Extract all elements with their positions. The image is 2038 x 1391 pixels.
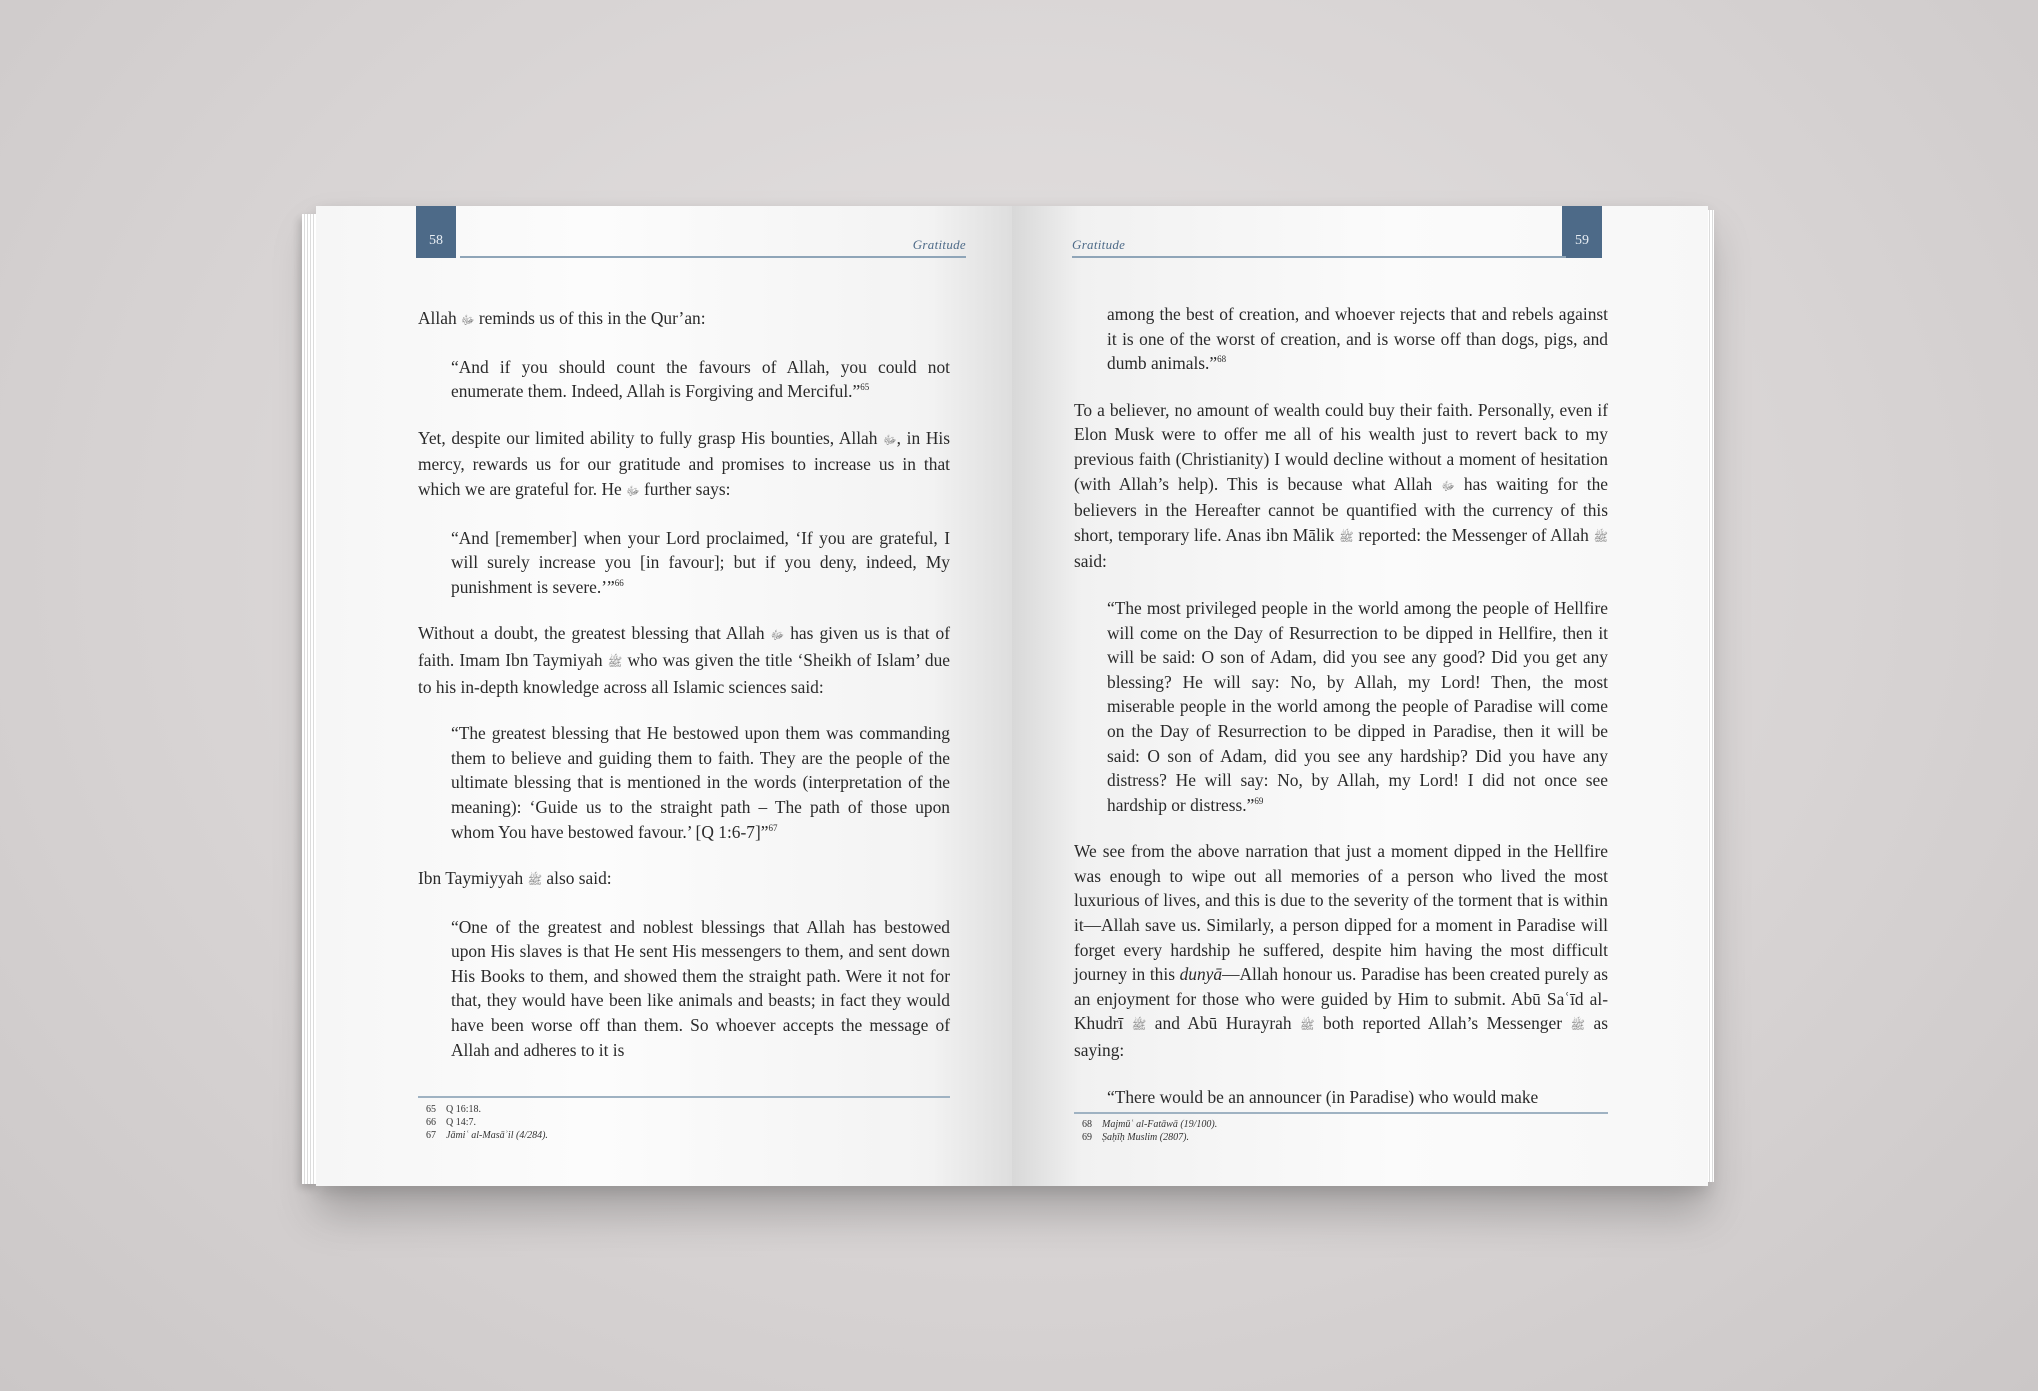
footnote-ref: 69 <box>1254 795 1264 806</box>
right-page <box>1012 206 1708 1186</box>
footnote: 68 Majmūʿ al-Fatāwā (19/100). <box>1082 1119 1218 1130</box>
running-header: Gratitude <box>912 237 966 252</box>
paragraph: Yet, despite our limited ability to fully grasp His bounties, Allah ﷻ, in His mercy, rewards us for our gratitude and promises to increase us in that which we are grateful for. He ﷻ further says: <box>418 427 950 499</box>
running-header: Gratitude <box>1072 237 1126 252</box>
left-page <box>316 206 1012 1186</box>
footnote-rule <box>418 1096 950 1098</box>
honorific-glyph: ﷻ <box>460 313 475 327</box>
footnote: 65 Q 16:18. <box>426 1104 481 1115</box>
footnote: 67 Jāmiʿ al-Masāʾil (4/284). <box>426 1130 548 1141</box>
paragraph: We see from the above narration that just a moment dipped in the Hellfire was enough to wipe out all memories of a person who lived the most luxurious of lives, and this is due to the severity of the torment that is within it—Allah save us. Similarly, a person dipped for a moment in Paradise will forget every hardship he suffered, despite him having the most difficult journey in this dunyā—Allah honour us. Paradise has been created purely as an enjoyment for those who were guided by Him to submit. Abū Saʿīd al-Khudrī ﷺ and Abū Hurayrah ﷺ both reported Allah’s Messenger ﷺ as saying: <box>1074 841 1609 1061</box>
page-number: 59 <box>1575 233 1589 248</box>
footnotes <box>1082 1118 1217 1144</box>
paragraph: To a believer, no amount of wealth could buy their faith. Personally, even if Elon Musk were to offer me all of his wealth just to revert back to my previous faith (Christianity) I would decline without a moment of hesitation (with Allah’s help). This is because what Allah ﷻ has waiting for the believers in the Hereafter cannot be quantified with the currency of this short, temporary life. Anas ibn Mālik ﷺ reported: the Messenger of Allah ﷺ said: <box>1074 399 1608 572</box>
quote-block: “There would be an announcer (in Paradise) who would make <box>1107 1086 1539 1107</box>
honorific-glyph: ﷺ <box>1300 1018 1315 1033</box>
paragraph: Ibn Taymiyyah ﷺ also said: <box>418 868 612 889</box>
footnote: 66 Q 14:7. <box>426 1117 476 1128</box>
footnote-ref: 66 <box>614 577 624 588</box>
page-body <box>418 306 950 1084</box>
honorific-glyph: ﷻ <box>770 628 785 643</box>
page-number-tab <box>416 206 456 258</box>
quote-block: “The greatest blessing that He bestowed upon them was commanding them to believe and guiding them to faith. They are the people of the ultimate blessing that is mentioned in the words (interpretation of the meaning): ‘Guide us to the straight path – The path of those upon whom You have bestowed favour.’ [Q 1:6-7]”$^{67}$ <box>451 723 950 842</box>
honorific-glyph: ﷺ <box>1593 529 1608 544</box>
paragraph: Allah ﷻ reminds us of this in the Qur’an: <box>418 308 706 328</box>
quote-continuation: among the best of creation, and whoever rejects that and rebels against it is one of the worst of creation, and is worse off than dogs, pigs, and dumb animals.”$^{68}$ <box>1107 304 1608 374</box>
page-body <box>1074 302 1608 1131</box>
honorific-glyph: ﷺ <box>527 873 543 888</box>
quote-block: “One of the greatest and noblest blessings that Allah has bestowed upon His slaves is that He sent His messengers to them, and sent down His Books to them, and showed them the straight path. Were it not for that, they would have been like animals and beasts; in fact they would have been worse off than them. So whoever accepts the message of Allah and adheres to it is <box>451 916 950 1060</box>
footnote-ref: 65 <box>860 382 870 393</box>
page-number: 58 <box>429 233 443 248</box>
header-rule <box>460 256 966 258</box>
open-book <box>316 206 1708 1186</box>
honorific-glyph: ﷺ <box>1131 1018 1147 1033</box>
footnote: 69 Ṣaḥīḥ Muslim (2807). <box>1082 1132 1189 1143</box>
honorific-glyph: ﷺ <box>607 654 623 669</box>
footnote-ref: 67 <box>768 822 778 833</box>
honorific-glyph: ﷺ <box>1570 1018 1586 1033</box>
footnote-ref: 68 <box>1217 354 1227 365</box>
footnotes <box>426 1103 548 1142</box>
honorific-glyph: ﷻ <box>1441 478 1455 493</box>
quote-block: “And if you should count the favours of Allah, you could not enumerate them. Indeed, Allah is Forgiving and Merciful.”$^{65}$ <box>451 356 950 402</box>
honorific-glyph: ﷺ <box>1339 529 1354 544</box>
footnote-rule <box>1074 1112 1608 1114</box>
page-number-tab <box>1562 206 1602 258</box>
paragraph: Without a doubt, the greatest blessing that Allah ﷻ has given us is that of faith. Imam Ibn Taymiyah ﷺ who was given the title ‘Sheikh of Islam’ due to his in-depth knowledge across all Islamic sciences said: <box>418 623 951 697</box>
quote-block: “The most privileged people in the world among the people of Hellfire will come on the Day of Resurrection to be dipped in Hellfire, then it will be said: O son of Adam, did you see any good? Did you get any blessing? He will say: No, by Allah, my Lord! Then, the most miserable people in the world among the people of Paradise will come on the Day of Resurrection to be dipped in Paradise, then it will be said: O son of Adam, did you see any hardship? Did you have any distress? He will say: No, by Allah, my Lord! I did not once see hardship or distress.”$^{69}$ <box>1107 597 1608 815</box>
quote-block: “And [remember] when your Lord proclaimed, ‘If you are grateful, I will surely increase you [in favour]; but if you deny, indeed, My punishment is severe.’”$^{66}$ <box>451 527 950 597</box>
honorific-glyph: ﷻ <box>626 483 640 498</box>
header-rule <box>1072 256 1566 258</box>
honorific-glyph: ﷻ <box>883 432 897 447</box>
